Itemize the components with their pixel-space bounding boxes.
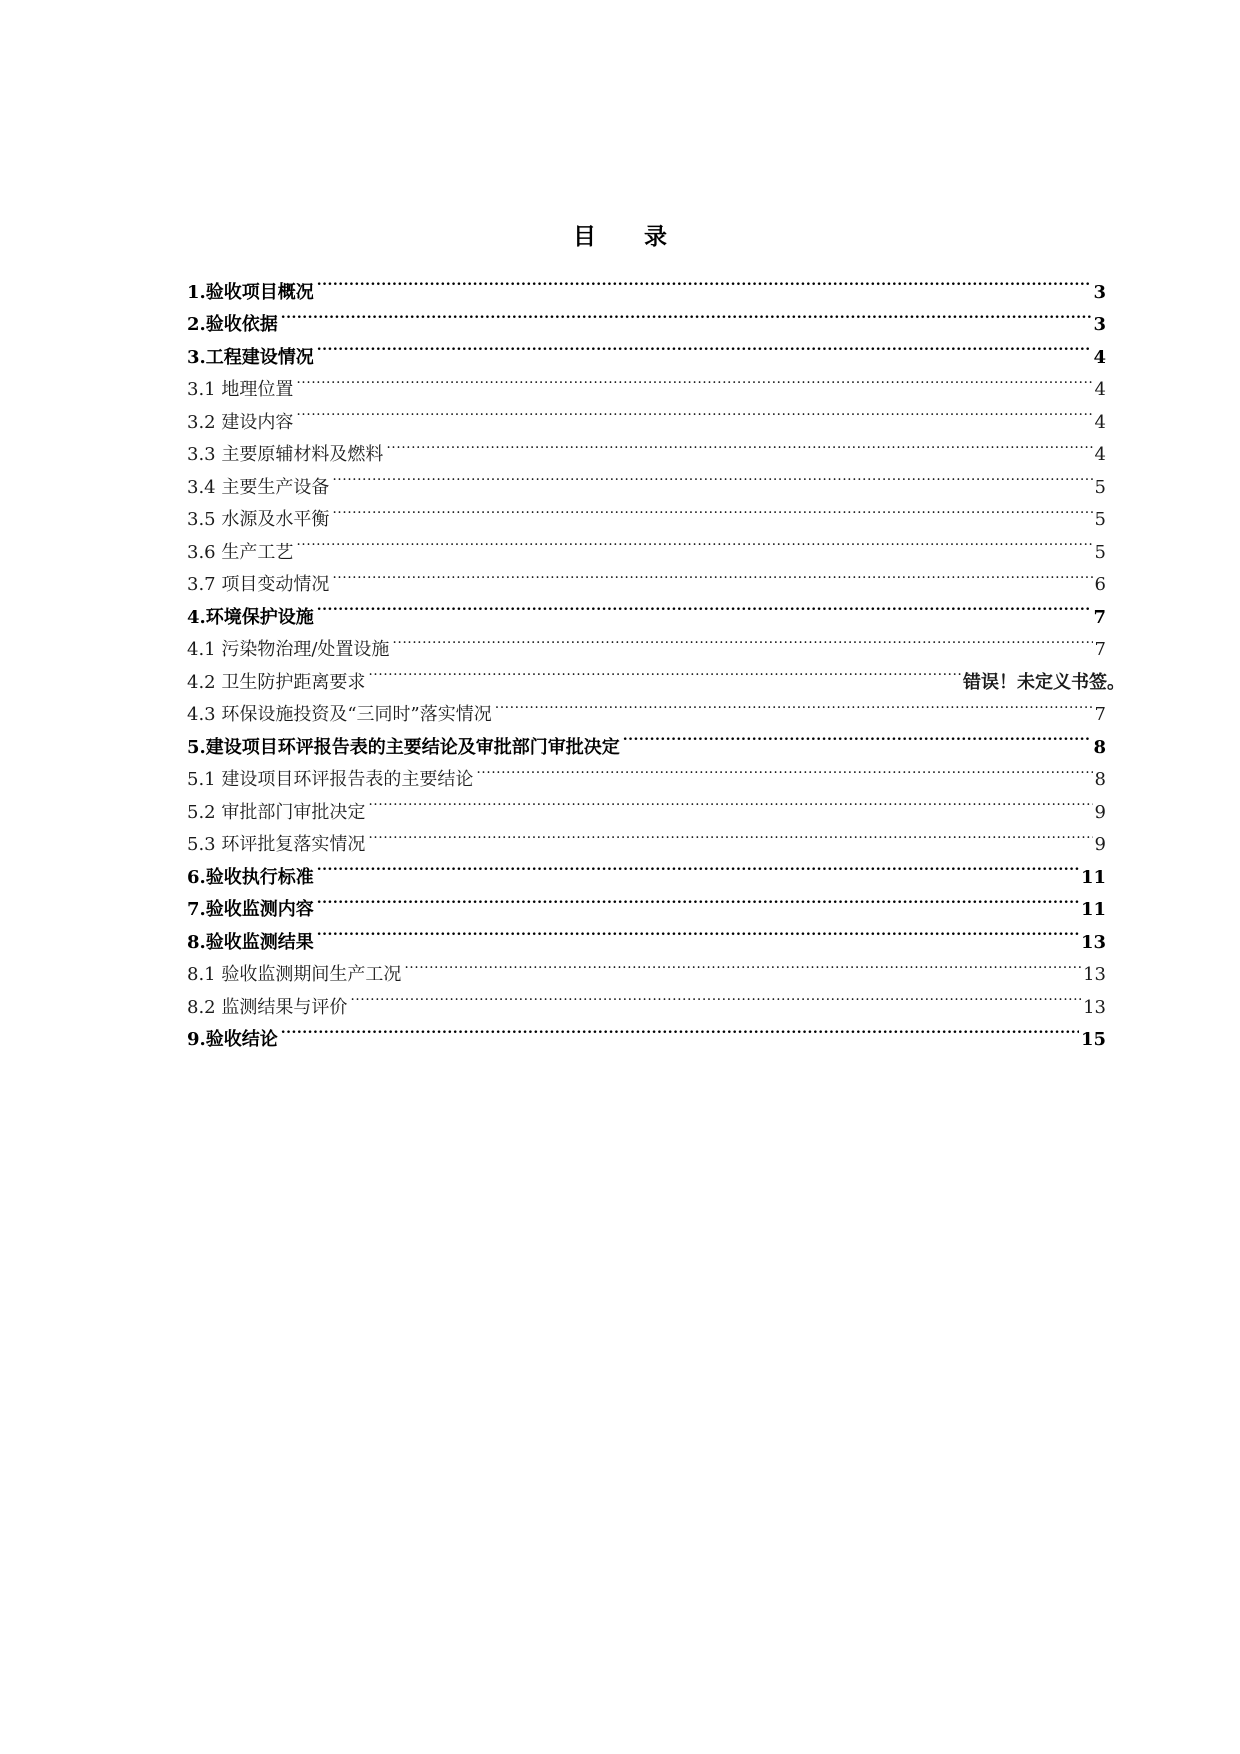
toc-leader (368, 655, 961, 688)
toc-entry-label: 9.验收结论 (187, 1029, 278, 1050)
toc-leader (368, 785, 1092, 818)
toc-leader (332, 493, 1092, 526)
toc-entry-page: 8 (1094, 769, 1106, 790)
toc-entry-page: 5 (1094, 509, 1106, 530)
toc-entry[interactable] (187, 265, 1106, 303)
toc-entry-page: 13 (1080, 931, 1106, 953)
toc-entry-page: 8 (1093, 736, 1106, 758)
toc-list (187, 265, 1125, 1050)
toc-leader (317, 883, 1079, 916)
toc-entry-page: 5 (1094, 541, 1106, 563)
toc-entry[interactable] (187, 525, 1106, 563)
toc-title: 目 录 (572, 223, 687, 250)
toc-leader (296, 395, 1092, 428)
toc-entry[interactable] (187, 915, 1106, 953)
toc-entry-page: 9 (1094, 834, 1106, 855)
toc-entry-page: 13 (1083, 996, 1106, 1018)
toc-leader (623, 720, 1092, 753)
toc-entry-label: 4.1 污染物治理/处置设施 (187, 639, 390, 660)
toc-entry-label: 3.4 主要生产设备 (187, 476, 330, 498)
toc-entry-page: 4 (1094, 444, 1106, 465)
toc-leader (317, 265, 1092, 298)
toc-entry-label: 3.1 地理位置 (187, 379, 294, 400)
toc-leader (332, 460, 1092, 493)
toc-entry-page: 3 (1093, 314, 1106, 335)
toc-entry-label: 3.工程建设情况 (187, 346, 314, 368)
toc-leader (317, 915, 1079, 948)
toc-entry-label: 3.7 项目变动情况 (187, 574, 330, 595)
toc-leader (350, 980, 1081, 1013)
toc-entry-label: 7.验收监测内容 (187, 899, 314, 920)
toc-entry[interactable] (187, 1013, 1106, 1050)
toc-leader (296, 525, 1092, 558)
toc-entry-label: 8.1 验收监测期间生产工况 (187, 964, 402, 985)
toc-entry-label: 5.建设项目环评报告表的主要结论及审批部门审批决定 (187, 736, 620, 758)
toc-leader (404, 948, 1081, 981)
toc-leader (281, 1013, 1079, 1046)
toc-entry[interactable] (187, 298, 1106, 335)
toc-leader (296, 363, 1092, 396)
toc-entry-label: 3.3 主要原辅材料及燃料 (187, 444, 384, 465)
toc-leader (368, 818, 1092, 851)
toc-entry-label: 5.3 环评批复落实情况 (187, 834, 366, 855)
toc-entry[interactable] (187, 395, 1106, 433)
toc-entry-page: 4 (1093, 346, 1106, 368)
toc-entry-page: 4 (1094, 411, 1106, 433)
toc-leader (317, 590, 1092, 623)
toc-leader (495, 688, 1093, 721)
toc-entry-label: 5.2 审批部门审批决定 (187, 801, 366, 823)
toc-entry[interactable] (187, 363, 1106, 400)
toc-entry-page: 4 (1094, 379, 1106, 400)
toc-entry-label: 5.1 建设项目环评报告表的主要结论 (187, 769, 474, 790)
toc-entry[interactable] (187, 623, 1106, 660)
toc-entry-page: 9 (1094, 801, 1106, 823)
toc-entry[interactable] (187, 883, 1106, 920)
toc-entry-page-error: 错误！未定义书签。 (963, 671, 1125, 693)
toc-entry-page: 7 (1093, 606, 1106, 628)
toc-leader (317, 850, 1079, 883)
toc-leader (392, 623, 1092, 656)
toc-entry[interactable] (187, 428, 1106, 465)
toc-entry-label: 6.验收执行标准 (187, 866, 314, 888)
toc-entry-label: 4.环境保护设施 (187, 606, 314, 628)
toc-entry-label: 8.验收监测结果 (187, 931, 314, 953)
toc-entry-page: 7 (1094, 704, 1106, 725)
toc-leader (281, 298, 1092, 331)
toc-entry-label: 3.2 建设内容 (187, 411, 294, 433)
toc-entry[interactable] (187, 558, 1106, 595)
toc-entry-label: 4.2 卫生防护距离要求 (187, 671, 366, 693)
toc-entry-page: 11 (1080, 899, 1106, 920)
toc-entry[interactable] (187, 850, 1106, 888)
toc-entry-page: 3 (1093, 281, 1106, 303)
toc-leader (332, 558, 1092, 591)
toc-entry-label: 3.6 生产工艺 (187, 541, 294, 563)
toc-entry-page: 13 (1083, 964, 1106, 985)
toc-entry-label: 8.2 监测结果与评价 (187, 996, 348, 1018)
toc-entry-page: 7 (1094, 639, 1106, 660)
toc-entry-label: 1.验收项目概况 (187, 281, 314, 303)
toc-entry[interactable] (187, 590, 1106, 628)
toc-entry[interactable] (187, 330, 1106, 368)
toc-entry-page: 11 (1080, 866, 1106, 888)
toc-entry-label: 4.3 环保设施投资及“三同时”落实情况 (187, 704, 492, 725)
toc-entry-page: 15 (1080, 1029, 1106, 1050)
toc-leader (317, 330, 1092, 363)
toc-leader (476, 753, 1092, 786)
toc-entry[interactable] (187, 948, 1106, 985)
toc-entry-label: 2.验收依据 (187, 314, 278, 335)
toc-leader (386, 428, 1092, 461)
toc-entry-label: 3.5 水源及水平衡 (187, 509, 330, 530)
toc-entry-page: 6 (1094, 574, 1106, 595)
toc-entry-page: 5 (1094, 476, 1106, 498)
